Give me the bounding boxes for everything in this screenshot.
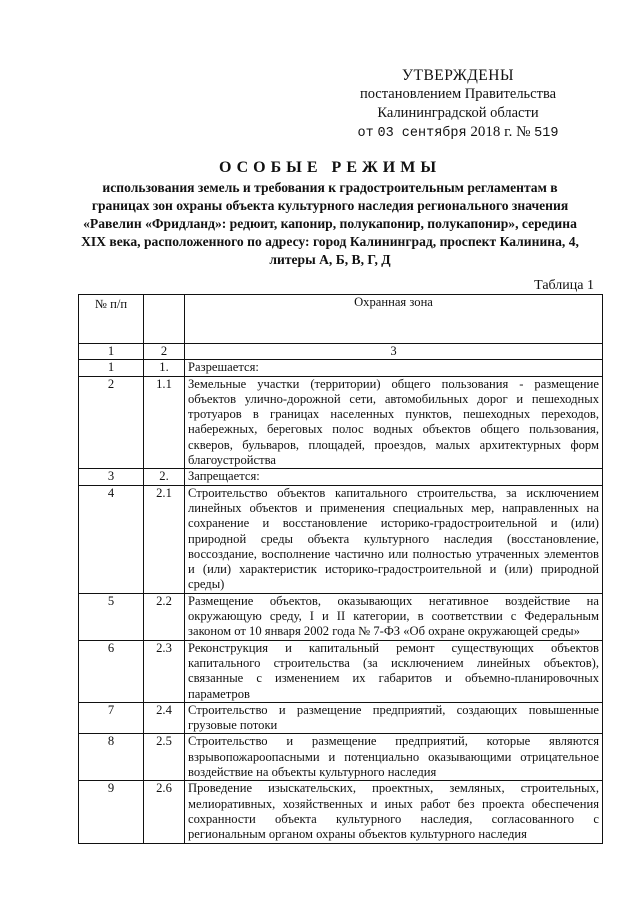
row-index: 2.4 [144,702,185,734]
number-sign: № [516,124,531,140]
decree-number: 519 [534,126,559,141]
row-number: 1 [79,360,144,376]
row-number: 6 [79,640,144,702]
table-row [79,469,603,485]
row-text: Земельные участки (территории) общего пользования - размещение объектов улично-дорожной сети, автомобильных дорог и пешеходных тротуаров в границах населенных пунктов, пешеходных переходов, набережных, береговых полос водных объектов общего пользования, скверов, бульваров, площадей, проездов, малых архитектурных форм благоустройства [185,376,603,469]
document-title [78,157,582,269]
row-index: 2.5 [144,734,185,781]
row-number: 8 [79,734,144,781]
row-index: 2.6 [144,781,185,843]
approval-line-2: Калининградской области [377,105,539,121]
column-numbers-row [79,344,603,360]
zones-table [78,294,603,844]
date-prefix: от [357,126,374,141]
row-text: Проведение изыскательских, проектных, земляных, строительных, мелиоративных, хозяйственных и иных работ без проекта обеспечения сохранности объекта культурного наследия, согласованного с региональным органом охраны объектов культурного наследия [185,781,603,843]
row-text: Размещение объектов, оказывающих негативное воздействие на окружающую среду, I и II категории, в соответствии с Федеральным законом от 10 января 2002 года № 7-ФЗ «Об охране окружающей среды» [185,593,603,640]
row-index: 2.3 [144,640,185,702]
row-number: 3 [79,469,144,485]
table-row [79,360,603,376]
title-main: ОСОБЫЕ РЕЖИМЫ [218,159,442,176]
row-number: 7 [79,702,144,734]
row-text: Разрешается: [185,360,603,376]
approval-line-1: постановлением Правительства [359,86,557,102]
title-sub: использования земель и требования к градостроительным регламентам в границах зон охраны объекта культурного наследия регионального значения «Равелин «Фридланд»: редюит, капонир, полукапонир, полукапонир», середина XIX века, расположенного по адресу: город Калининград, проспект Калинина, 4, литеры А, Б, В, Г, Д [81,180,579,267]
date-year: 2018 г. [470,124,513,140]
table-row [79,593,603,640]
row-number: 5 [79,593,144,640]
table-row [79,781,603,843]
row-text: Реконструкция и капитальный ремонт существующих объектов капитального строительства (за исключением линейных объектов), связанные с изменением их габаритов и объемно-планировочных параметров [185,640,603,702]
row-text: Строительство и размещение предприятий, создающих повышенные грузовые потоки [185,702,603,734]
table-row [79,734,603,781]
approval-date-line [328,123,588,143]
table-row [79,485,603,593]
column-number-3: 3 [185,344,603,360]
table-row [79,640,603,702]
column-number-1: 1 [79,344,144,360]
row-index: 1. [144,360,185,376]
row-text: Строительство и размещение предприятий, которые являются взрывопожароопасными и потенциально оказывающими отрицательное воздействие на объекты культурного наследия [185,734,603,781]
header-zone: Охранная зона [185,295,603,344]
header-empty [144,295,185,344]
row-number: 4 [79,485,144,593]
row-number: 2 [79,376,144,469]
row-text: Запрещается: [185,469,603,485]
table-row [79,702,603,734]
approval-block [328,66,588,143]
row-text: Строительство объектов капитального строительства, за исключением линейных объектов и применения специальных мер, направленных на сохранение и восстановление историко-градостроительной и (или) природной среды объекта культурного наследия (восстановление, воссоздание, восполнение частично или полностью утраченных элементов и (или) характеристик историко-градостроительной и (или) природной среды) [185,485,603,593]
header-number: № п/п [79,295,144,344]
table-header-row [79,295,603,344]
row-index: 1.1 [144,376,185,469]
table-caption: Таблица 1 [534,278,594,293]
row-index: 2.2 [144,593,185,640]
row-index: 2. [144,469,185,485]
approval-heading: УТВЕРЖДЕНЫ [402,67,514,84]
table-row [79,376,603,469]
column-number-2: 2 [144,344,185,360]
row-index: 2.1 [144,485,185,593]
date-value: 03 сентября [377,126,467,141]
row-number: 9 [79,781,144,843]
